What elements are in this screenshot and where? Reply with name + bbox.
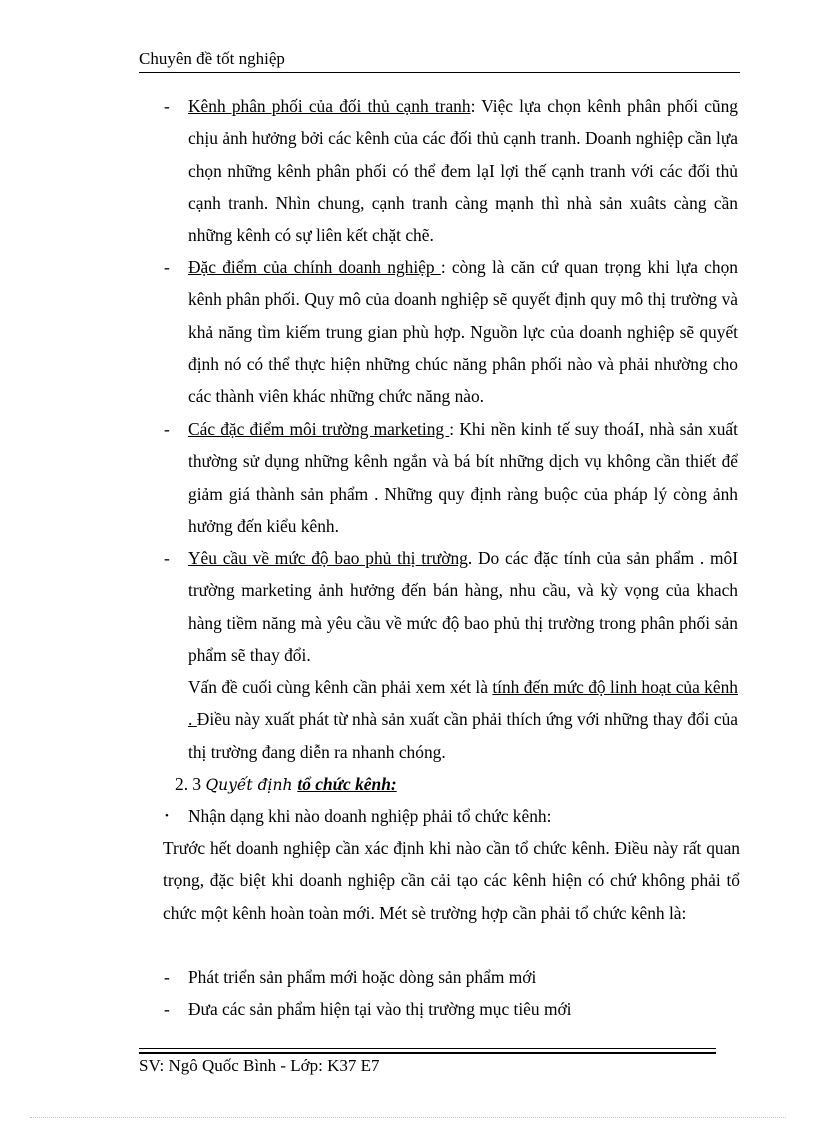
item-text: . Do các đặc tính của sản phẩm . môI trường marketing ảnh hưởng đến bán hàng, nhu cầu, và kỳ vọng của khach hàng tiềm năng mà yêu cầu về mức độ bao phủ thị trường trong phân phối sản phẩm sẽ thay đổi. (188, 548, 738, 665)
footer-divider (139, 1048, 716, 1049)
item-text: : còng là căn cứ quan trọng khi lựa chọn kênh phân phối. Quy mô của doanh nghiệp sẽ quyết định quy mô thị trường và khả năng tìm kiếm trung gian phù hợp. Nguồn lực của doanh nghiệp sẽ quyết định nó có thể thực hiện những chúc năng phân phối nào và phải nhường cho các thành viên khác những chức năng nào. (188, 257, 738, 407)
page-edge-dotted-line (30, 1117, 786, 1118)
section-title-bold: tổ chức kênh: (297, 774, 397, 794)
bullet-text: Nhận dạng khi nào doanh nghiệp phải tổ chức kênh: (188, 806, 552, 826)
section-heading (175, 768, 397, 801)
footer-divider-thick (139, 1052, 716, 1054)
list-text: Đưa các sản phẩm hiện tại vào thị trường mục tiêu mới (188, 999, 572, 1019)
dash-bullet: - (164, 96, 170, 116)
bullet-item (188, 800, 738, 832)
continuation-emphasis: tính đến mức độ linh hoạt của kênh . (188, 677, 738, 730)
page-footer (139, 1055, 380, 1077)
list-item (188, 542, 738, 671)
dash-bullet: - (164, 967, 170, 987)
list-item (188, 961, 738, 993)
dash-bullet: - (164, 999, 170, 1019)
header-title: Chuyên đề tốt nghiệp (139, 49, 285, 68)
item-text: : Việc lựa chọn kênh phân phối cũng chịu ảnh hưởng bởi các kênh của các đối thủ cạnh tranh. Doanh nghiệp cần lựa chọn những kênh phân phối có thể đem lạI lợi thế cạnh tranh với các đối thủ cạnh tranh. Nhìn chung, cạnh tranh càng mạnh thì nhà sản xuâts càng cần những kênh có sự liên kết chặt chẽ. (188, 96, 738, 246)
paragraph-text: Trước hết doanh nghiệp cần xác định khi nào cần tổ chức kênh. Điều này rất quan trọng, đặc biệt khi doanh nghiệp cần cải tạo các kênh hiện có chứ không phải tổ chức một kênh hoàn toàn mới. Mét sè trường hợp cần phải tổ chức kênh là: (163, 838, 740, 923)
item-heading: Các đặc điểm môi trường marketing (188, 419, 450, 439)
continuation-paragraph (188, 671, 738, 768)
round-bullet: • (165, 810, 169, 822)
list-item (188, 413, 738, 542)
continuation-text-end: Điều này xuất phát từ nhà sản xuất cần phải thích ứng với những thay đổi của thị trường đang diễn ra nhanh chóng. (188, 709, 738, 762)
item-heading: Yêu cầu về mức độ bao phủ thị trường (188, 548, 468, 568)
list-item (188, 90, 738, 251)
dash-bullet: - (164, 419, 170, 439)
footer-text: SV: Ngô Quốc Bình - Lớp: K37 E7 (139, 1056, 380, 1075)
dash-bullet: - (164, 548, 170, 568)
item-heading: Kênh phân phối của đối thủ cạnh tranh (188, 96, 471, 116)
list-text: Phát triển sản phẩm mới hoặc dòng sản phẩm mới (188, 967, 537, 987)
list-item (188, 251, 738, 412)
page-header (139, 48, 740, 73)
body-paragraph (163, 832, 740, 929)
section-title-italic: Quyết định (205, 776, 298, 794)
item-text: : Khi nền kinh tế suy thoáI, nhà sản xuất thường sử dụng những kênh ngắn và bá bít những dịch vụ không cần thiết để giảm giá thành sản phẩm . Những quy định ràng buộc của pháp lý còng ảnh hưởng đến kiểu kênh. (188, 419, 738, 536)
item-heading: Đặc điểm của chính doanh nghiệp (188, 257, 441, 277)
section-number: 2. 3 (175, 774, 206, 794)
continuation-text: Vấn đề cuối cùng kênh cần phải xem xét là (188, 677, 493, 697)
dash-bullet: - (164, 257, 170, 277)
list-item (188, 993, 738, 1025)
